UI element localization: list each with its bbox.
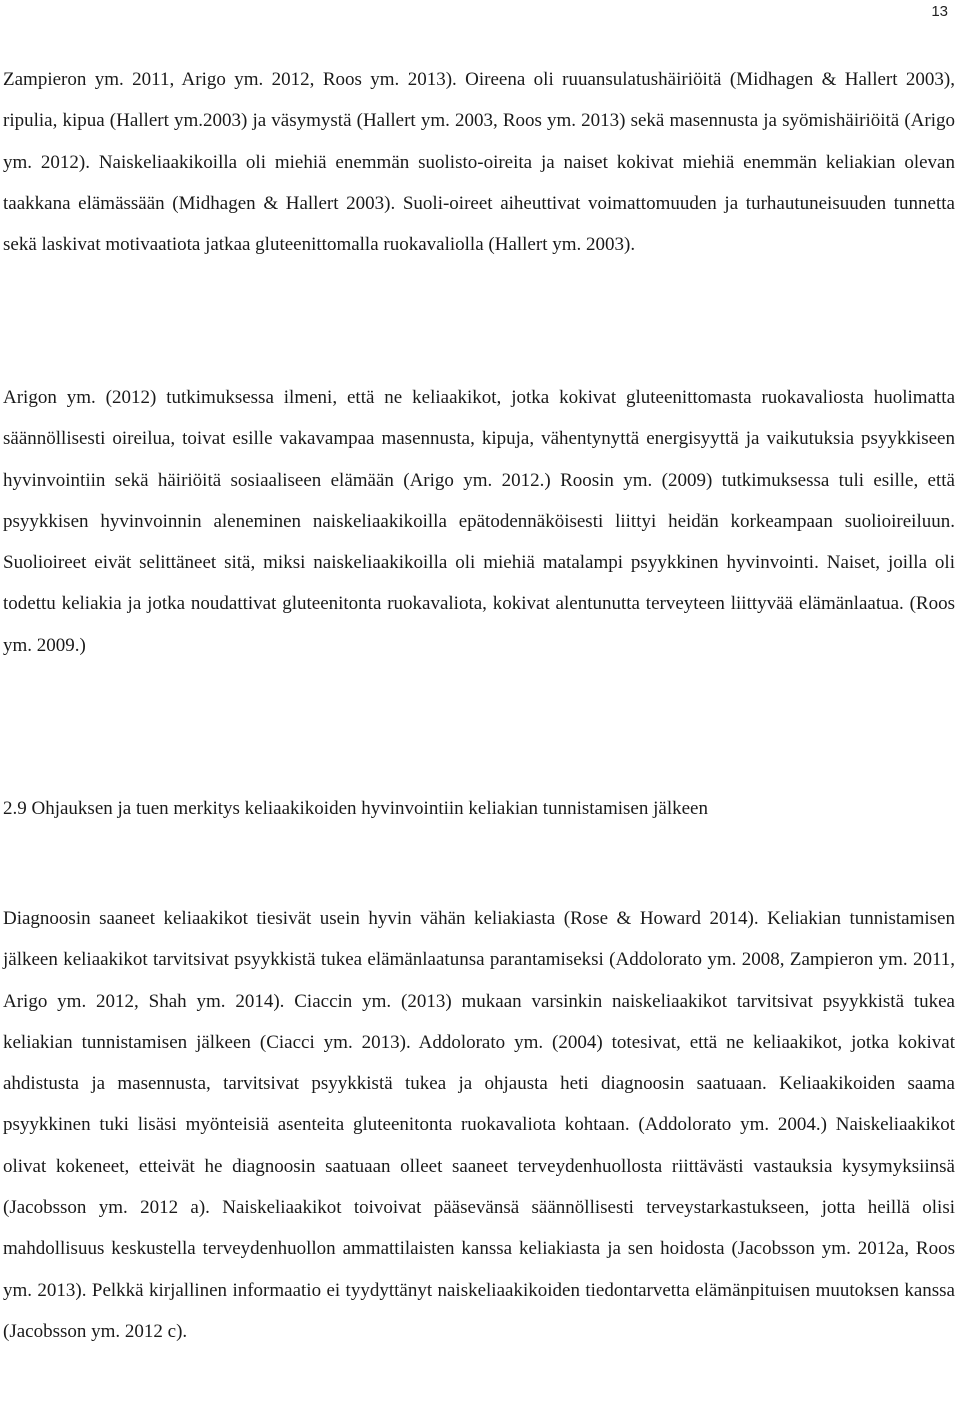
section-heading: 2.9 Ohjauksen ja tuen merkitys keliaakikoiden hyvinvointiin keliakian tunnistamisen jälkeen [3,798,708,819]
body-paragraph-support: Diagnoosin saaneet keliaakikot tiesivät usein hyvin vähän keliakiasta (Rose & Howard 2014). Keliakian tunnistamisen jälkeen keliaakikot tarvitsivat psyykkistä tukea elämänlaatunsa parantamiseksi (Addolorato ym. 2008, Zampieron ym. 2011, Arigo ym. 2012, Shah ym. 2014). Ciaccin ym. (2013) mukaan varsinkin naiskeliaakikot tarvitsivat psyykkistä tukea keliakian tunnistamisen jälkeen (Ciacci ym. 2013). Addolorato ym. (2004) totesivat, että ne keliaakikot, jotka kokivat ahdistusta ja masennusta, tarvitsivat psyykkistä tukea ja ohjausta heti diagnoosin saatuaan. Keliaakikoiden saama psyykkinen tuki lisäsi myönteisiä asenteita gluteenitonta ruokavaliota kohtaan. (Addolorato ym. 2004.) Naiskeliaakikot olivat kokeneet, etteivät he diagnoosin saatuaan olleet saaneet terveydenhuollosta riittävästi vastauksia kysymyksiinsä (Jacobsson ym. 2012 a). Naiskeliaakikot toivoivat pääsevänsä säännöllisesti terveystarkastukseen, jotta heillä olisi mahdollisuus keskustella terveydenhuollon ammattilaisten kanssa keliakiasta ja sen hoidosta (Jacobsson ym. 2012a, Roos ym. 2013). Pelkkä kirjallinen informaatio ei tyydyttänyt naiskeliaakikoiden tiedontarvetta elämänpituisen muutoksen kanssa (Jacobsson ym. 2012 c). [3,908,955,1342]
body-paragraph-wellbeing: Arigon ym. (2012) tutkimuksessa ilmeni, että ne keliaakikot, jotka kokivat gluteenittomasta ruokavaliosta huolimatta säännöllisesti oireilua, toivat esille vakavampaa masennusta, kipuja, vähentynyttä energisyyttä ja vaikutuksia psyykkiseen hyvinvointiin sekä häiriöitä sosiaaliseen elämään (Arigo ym. 2012.) Roosin ym. (2009) tutkimuksessa tuli esille, että psyykkisen hyvinvoinnin aleneminen naiskeliaakikoilla epätodennäköisesti liittyi heidän korkeampaan suolioireiluun. Suolioireet eivät selittäneet sitä, miksi naiskeliaakikoilla oli miehiä matalampi psyykkinen hyvinvointi. Naiset, joilla oli todettu keliakia ja jotka noudattivat gluteenitonta ruokavaliota, kokivat alentunutta terveyteen liittyvää elämänlaatua. (Roos ym. 2009.) [3,387,955,656]
body-paragraph-symptoms: Zampieron ym. 2011, Arigo ym. 2012, Roos ym. 2013). Oireena oli ruuansulatushäiriöitä (Midhagen & Hallert 2003), ripulia, kipua (Hallert ym.2003) ja väsymystä (Hallert ym. 2003, Roos ym. 2013) sekä masennusta ja syömishäiriöitä (Arigo ym. 2012). Naiskeliaakikoilla oli miehiä enemmän suolisto-oireita ja naiset kokivat miehiä enemmän keliakian olevan taakkana elämässään (Midhagen & Hallert 2003). Suoli-oireet aiheuttivat voimattomuuden ja turhautuneisuuden tunnetta sekä laskivat motivaatiota jatkaa gluteenittomalla ruokavaliolla (Hallert ym. 2003). [3,69,955,256]
page-number: 13 [931,3,948,20]
